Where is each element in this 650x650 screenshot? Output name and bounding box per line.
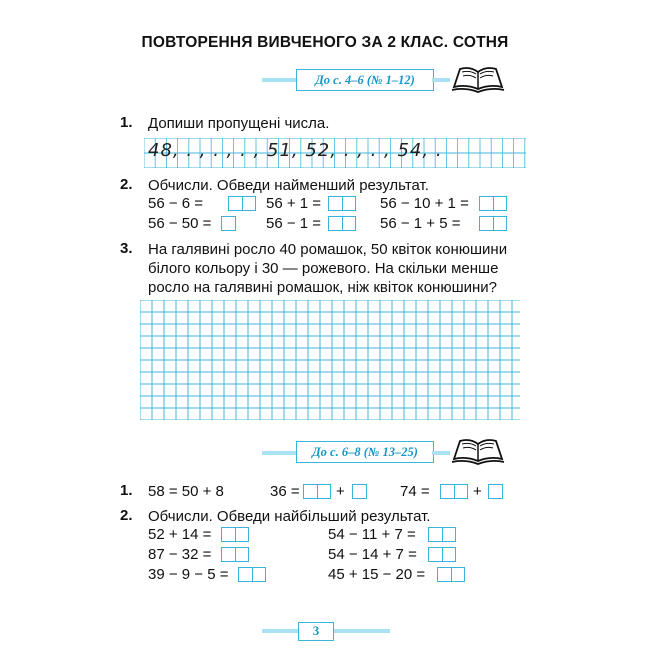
open-book-icon [450, 435, 506, 467]
answer-box[interactable] [479, 196, 507, 211]
answer-box[interactable] [221, 547, 249, 562]
answer-box[interactable] [428, 527, 456, 542]
page-title: ПОВТОРЕННЯ ВИВЧЕНОГО ЗА 2 КЛАС. СОТНЯ [141, 34, 509, 51]
task-number: 2. [120, 176, 133, 193]
exercise: 45 + 15 − 20 = [328, 566, 426, 583]
ref-bar-left [262, 78, 298, 82]
exercise: 74 = [400, 483, 430, 500]
open-book-icon [450, 63, 506, 95]
answer-grid[interactable] [140, 300, 520, 420]
exercise: 87 − 32 = [148, 546, 212, 563]
number-sequence: 48, . , . , . , 51, 52, . , . , 54, . [148, 140, 443, 161]
exercise: 56 − 50 = [148, 215, 212, 232]
plus-sign: + [473, 483, 482, 500]
exercise: 54 − 11 + 7 = [328, 526, 416, 543]
answer-box[interactable] [228, 196, 256, 211]
exercise: 39 − 9 − 5 = [148, 566, 229, 583]
task-text: Обчисли. Обведи найбільший результат. [148, 508, 431, 525]
section1-ref: До с. 4–6 (№ 1–12) [296, 69, 434, 91]
task-text-line: білого кольору і 30 — рожевого. На скільки менше [148, 260, 499, 277]
answer-box[interactable] [328, 216, 356, 231]
answer-box[interactable] [303, 484, 331, 499]
task-number: 3. [120, 240, 133, 257]
page-number: 3 [298, 622, 334, 641]
task-number: 2. [120, 507, 133, 524]
exercise: 56 − 1 = [266, 215, 322, 232]
exercise: 52 + 14 = [148, 526, 212, 543]
answer-box[interactable] [488, 484, 503, 499]
ref-bar-left [262, 451, 298, 455]
exercise: 54 − 14 + 7 = [328, 546, 417, 563]
task-number: 1. [120, 482, 133, 499]
footer-bar-right [334, 629, 390, 633]
answer-box[interactable] [428, 547, 456, 562]
answer-box[interactable] [479, 216, 507, 231]
plus-sign: + [336, 483, 345, 500]
task-text-line: На галявині росло 40 ромашок, 50 квіток конюшини [148, 241, 508, 258]
answer-box[interactable] [437, 567, 465, 582]
task-text: Обчисли. Обведи найменший результат. [148, 177, 429, 194]
task-text: Допиши пропущені числа. [148, 115, 330, 132]
answer-box[interactable] [221, 527, 249, 542]
exercise: 58 = 50 + 8 [148, 483, 224, 500]
exercise: 36 = [270, 483, 300, 500]
answer-box[interactable] [238, 567, 266, 582]
ref-bar-right [432, 78, 450, 82]
footer-bar-left [262, 629, 298, 633]
exercise: 56 − 1 + 5 = [380, 215, 461, 232]
section2-ref: До с. 6–8 (№ 13–25) [296, 441, 434, 463]
answer-box[interactable] [352, 484, 367, 499]
ref-bar-right [432, 451, 450, 455]
exercise: 56 − 10 + 1 = [380, 195, 469, 212]
task-number: 1. [120, 114, 133, 131]
task-text-line: росло на галявині ромашок, ніж квіток конюшини? [148, 279, 497, 296]
answer-box[interactable] [221, 216, 236, 231]
answer-box[interactable] [440, 484, 468, 499]
answer-box[interactable] [328, 196, 356, 211]
exercise: 56 − 6 = [148, 195, 204, 212]
exercise: 56 + 1 = [266, 195, 322, 212]
